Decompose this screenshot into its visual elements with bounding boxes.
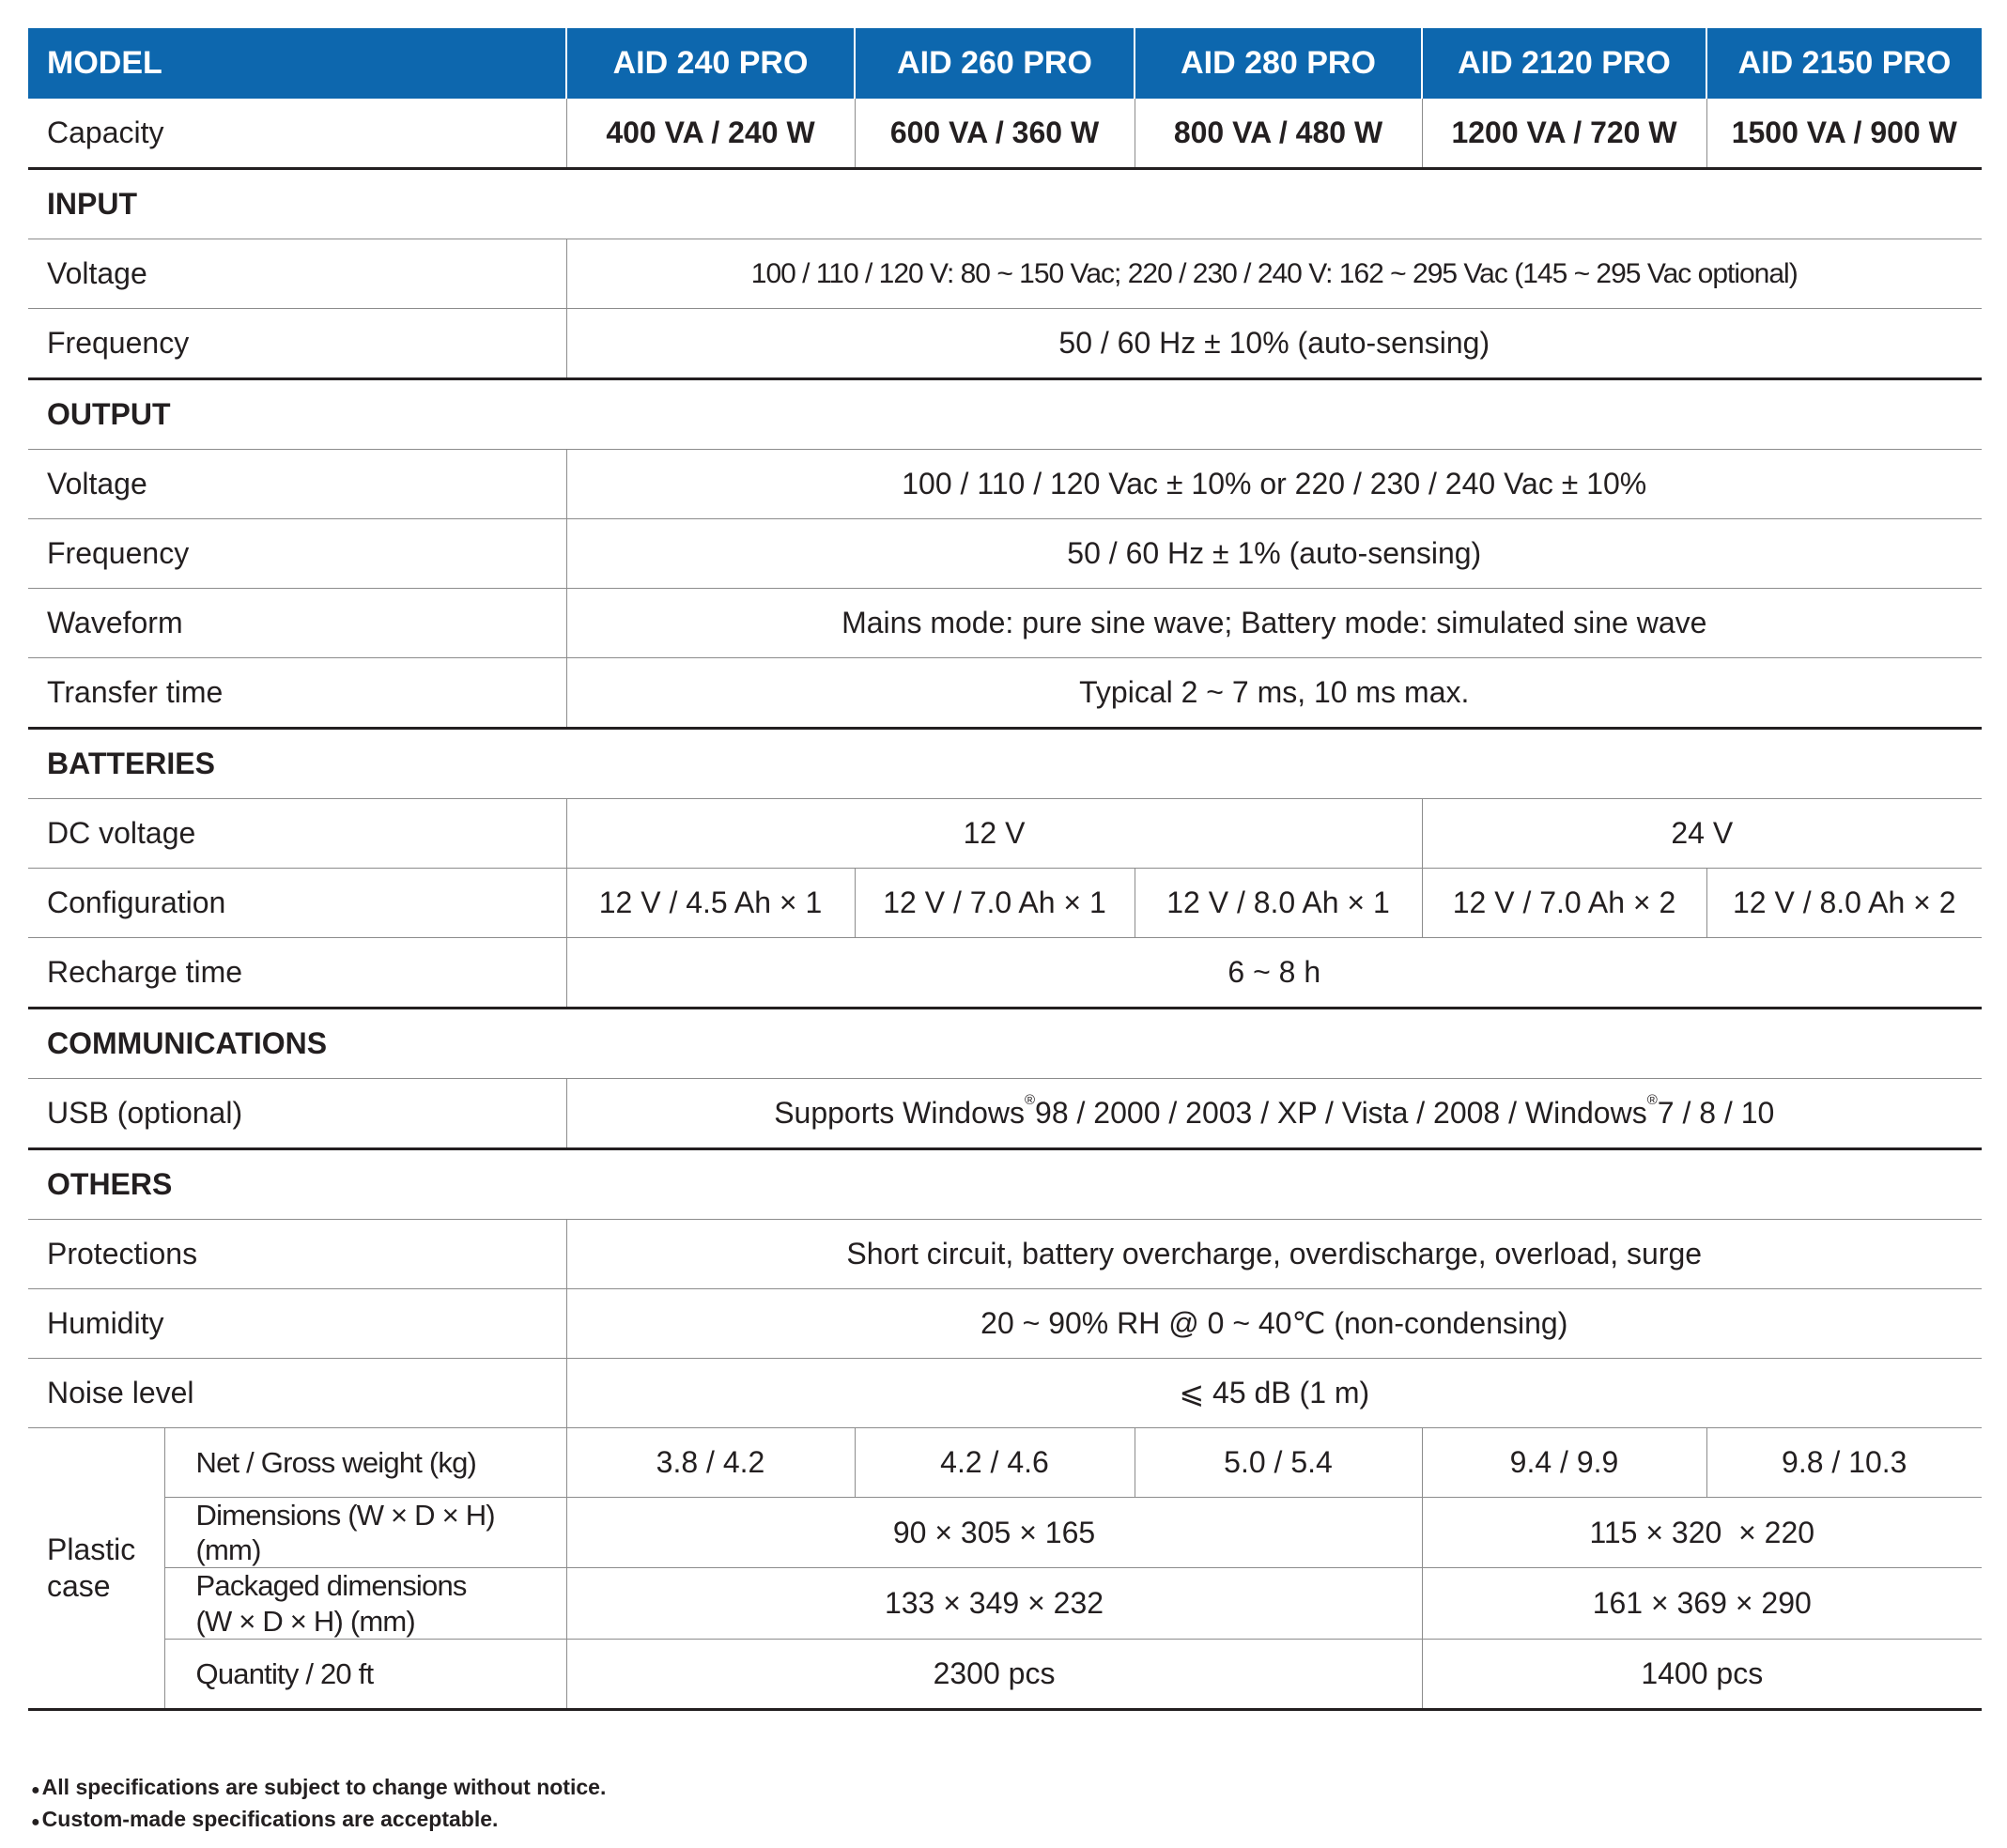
row-value: Typical 2 ~ 7 ms, 10 ms max. (566, 658, 1982, 729)
row-label: Protections (28, 1220, 566, 1289)
row-value: 50 / 60 Hz ± 10% (auto-sensing) (566, 309, 1982, 379)
dc-voltage-row (28, 799, 1982, 869)
protections-row (28, 1220, 1982, 1289)
section-communications (28, 1009, 1982, 1079)
usb-text-a: Supports Windows (774, 1096, 1025, 1131)
row-label: Waveform (28, 589, 566, 658)
row-value: 12 V / 8.0 Ah × 2 (1706, 869, 1982, 938)
row-label: Configuration (28, 869, 566, 938)
row-value: 1400 pcs (1422, 1639, 1982, 1709)
capacity-value: 400 VA / 240 W (566, 99, 855, 169)
usb-text-b: 98 / 2000 / 2003 / XP / Vista / 2008 / Windows (1035, 1096, 1647, 1131)
plastic-case-line: case (47, 1568, 111, 1603)
row-label: Noise level (28, 1359, 566, 1428)
section-title: COMMUNICATIONS (28, 1009, 1982, 1079)
model-header: AID 240 PRO (566, 28, 855, 99)
row-label: DC voltage (28, 799, 566, 869)
footnote-text: Custom-made specifications are acceptable. (41, 1807, 499, 1831)
packaged-label-line: Packaged dimensions (195, 1569, 467, 1603)
usb-row (28, 1079, 1982, 1149)
humidity-row (28, 1289, 1982, 1359)
row-value: 9.8 / 10.3 (1706, 1428, 1982, 1498)
row-label: Transfer time (28, 658, 566, 729)
registered-mark: ® (1024, 1092, 1036, 1109)
row-value: 2300 pcs (566, 1639, 1422, 1709)
model-header: AID 280 PRO (1135, 28, 1422, 99)
recharge-row (28, 938, 1982, 1009)
packaged-row (28, 1568, 1982, 1639)
row-value: 24 V (1422, 799, 1982, 869)
row-label: Recharge time (28, 938, 566, 1009)
capacity-value: 800 VA / 480 W (1135, 99, 1422, 169)
usb-text-c: 7 / 8 / 10 (1657, 1096, 1775, 1131)
registered-mark: ® (1646, 1092, 1658, 1109)
header-row (28, 28, 1982, 99)
row-value: 100 / 110 / 120 V: 80 ~ 150 Vac; 220 / 230 / 240 V: 162 ~ 295 Vac (145 ~ 295 Vac optional) (566, 239, 1982, 309)
row-value: 161 × 369 × 290 (1422, 1568, 1982, 1639)
section-others (28, 1149, 1982, 1220)
row-value: ⩽ 45 dB (1 m) (566, 1359, 1982, 1428)
row-value: 12 V (566, 799, 1422, 869)
row-value: 133 × 349 × 232 (566, 1568, 1422, 1639)
row-value (566, 1079, 1982, 1149)
footnote (31, 1773, 606, 1805)
capacity-value: 600 VA / 360 W (855, 99, 1135, 169)
footnotes (31, 1773, 606, 1837)
output-frequency-row (28, 519, 1982, 589)
footnote-text: All specifications are subject to change without notice. (41, 1775, 607, 1799)
section-title: OUTPUT (28, 379, 1982, 450)
footnote (31, 1805, 606, 1837)
row-value: 4.2 / 4.6 (855, 1428, 1135, 1498)
row-label: USB (optional) (28, 1079, 566, 1149)
row-label: Quantity / 20 ft (164, 1639, 566, 1709)
section-batteries (28, 729, 1982, 799)
noise-row (28, 1359, 1982, 1428)
configuration-row (28, 869, 1982, 938)
row-value: 6 ~ 8 h (566, 938, 1982, 1009)
section-title: OTHERS (28, 1149, 1982, 1220)
dimensions-row (28, 1498, 1982, 1568)
row-value: 20 ~ 90% RH @ 0 ~ 40℃ (non-condensing) (566, 1289, 1982, 1359)
row-value: 12 V / 4.5 Ah × 1 (566, 869, 855, 938)
output-transfer-row (28, 658, 1982, 729)
model-header-label: MODEL (28, 28, 566, 99)
spec-sheet (28, 28, 1982, 1711)
row-label (164, 1568, 566, 1639)
section-title: BATTERIES (28, 729, 1982, 799)
row-label: Frequency (28, 519, 566, 589)
input-frequency-row (28, 309, 1982, 379)
input-voltage-row (28, 239, 1982, 309)
model-header: AID 2120 PRO (1422, 28, 1706, 99)
bullet-icon: ● (31, 1814, 40, 1830)
row-value: 115 × 320 × 220 (1422, 1498, 1982, 1568)
row-label: Dimensions (W × D × H) (mm) (164, 1498, 566, 1568)
weight-row (28, 1428, 1982, 1498)
row-value: 12 V / 7.0 Ah × 2 (1422, 869, 1706, 938)
bullet-icon: ● (31, 1782, 40, 1798)
capacity-value: 1500 VA / 900 W (1706, 99, 1982, 169)
capacity-row (28, 99, 1982, 169)
row-value: Short circuit, battery overcharge, overdischarge, overload, surge (566, 1220, 1982, 1289)
row-label: Voltage (28, 239, 566, 309)
section-title: INPUT (28, 169, 1982, 239)
row-value: 12 V / 7.0 Ah × 1 (855, 869, 1135, 938)
output-waveform-row (28, 589, 1982, 658)
capacity-label: Capacity (28, 99, 566, 169)
row-value: Mains mode: pure sine wave; Battery mode: simulated sine wave (566, 589, 1982, 658)
packaged-label-line: (W × D × H) (mm) (195, 1604, 415, 1638)
row-value: 50 / 60 Hz ± 1% (auto-sensing) (566, 519, 1982, 589)
section-input (28, 169, 1982, 239)
row-value: 12 V / 8.0 Ah × 1 (1135, 869, 1422, 938)
quantity-row (28, 1639, 1982, 1709)
model-header: AID 2150 PRO (1706, 28, 1982, 99)
model-header: AID 260 PRO (855, 28, 1135, 99)
spec-table (28, 28, 1982, 1711)
row-value: 100 / 110 / 120 Vac ± 10% or 220 / 230 / 240 Vac ± 10% (566, 450, 1982, 519)
row-label: Frequency (28, 309, 566, 379)
row-value: 90 × 305 × 165 (566, 1498, 1422, 1568)
plastic-case-line: Plastic (47, 1532, 136, 1567)
row-value: 9.4 / 9.9 (1422, 1428, 1706, 1498)
output-voltage-row (28, 450, 1982, 519)
row-label: Voltage (28, 450, 566, 519)
row-label: Net / Gross weight (kg) (164, 1428, 566, 1498)
row-label: Humidity (28, 1289, 566, 1359)
capacity-value: 1200 VA / 720 W (1422, 99, 1706, 169)
plastic-case-label (28, 1428, 164, 1710)
row-value: 3.8 / 4.2 (566, 1428, 855, 1498)
row-value: 5.0 / 5.4 (1135, 1428, 1422, 1498)
section-output (28, 379, 1982, 450)
